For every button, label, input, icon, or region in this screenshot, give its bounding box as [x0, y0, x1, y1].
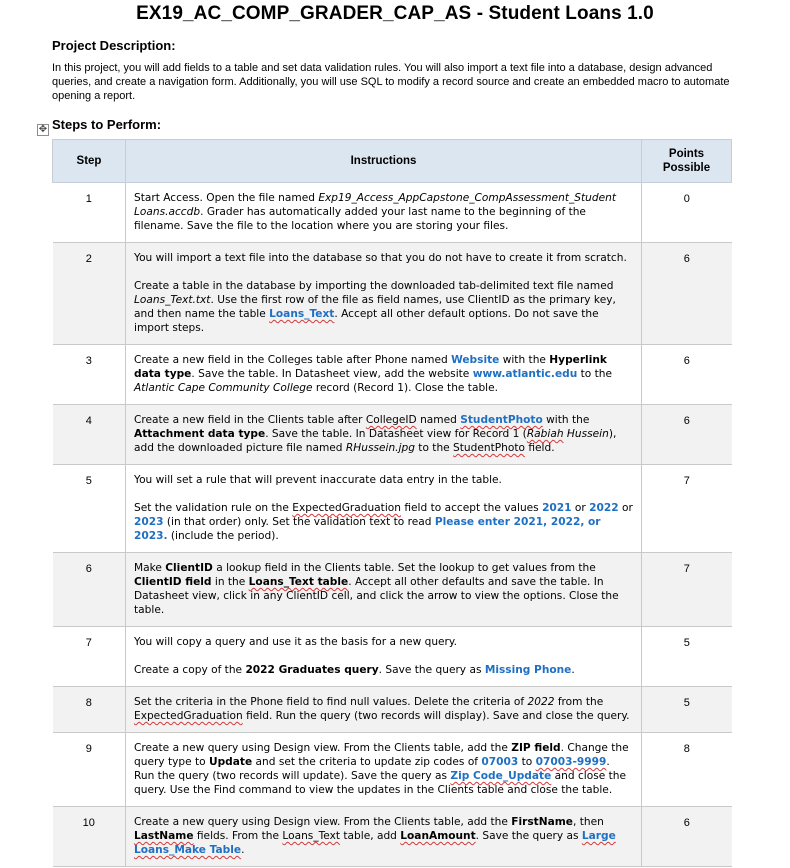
instruction-text-run: Create a copy of the: [134, 664, 246, 676]
table-row: [53, 627, 732, 687]
instruction-text-run: Large Loans_Make Table: [134, 830, 616, 856]
step-number: 2: [85, 253, 92, 265]
document-title: EX19_AC_COMP_GRADER_CAP_AS - Student Loans 1.0: [136, 3, 654, 24]
step-number: 1: [85, 193, 92, 205]
instruction-text-run: or: [618, 502, 633, 514]
instruction-text-run: ZIP field: [511, 742, 561, 754]
instruction-text-run: Zip Code_Update: [450, 770, 552, 782]
instruction-text-run: named: [416, 414, 461, 426]
instruction-text-run: LoanAmount: [400, 830, 476, 842]
table-row: [53, 405, 732, 465]
points-cell: [642, 405, 732, 465]
instruction-paragraph: [134, 695, 633, 723]
instruction-paragraph: [134, 353, 633, 395]
instruction-text-run: Set the criteria in the Phone field to find null values. Delete the criteria of: [134, 696, 528, 708]
instruction-text-run: and close the query. Use the Find command to view the updates in the Clients table and close the table.: [134, 770, 627, 796]
instruction-paragraph: [134, 815, 633, 857]
instruction-text-run: . Run the query (two records will update). Save the query as: [134, 756, 610, 782]
step-number: 3: [85, 355, 92, 367]
step-number-cell: [53, 733, 126, 807]
table-move-handle-icon[interactable]: ✥: [38, 124, 48, 135]
instructions-cell: [126, 243, 642, 345]
instruction-text-run: fields. From the: [193, 830, 283, 842]
points-cell: [642, 687, 732, 733]
instruction-text-run: Update: [208, 756, 253, 768]
step-number: 10: [82, 817, 95, 829]
project-description-text: In this project, you will add fields to a table and set data validation rules. You will also import a text file into a database, design advanced queries, and create a navigation form. Additionally, you will use SQL to modify a record source and create an embedded macro to automate opening a report.: [52, 62, 730, 102]
instruction-paragraph: [134, 279, 633, 335]
instruction-text-run: from the: [554, 696, 604, 708]
instruction-text-run: You will copy a query and use it as the basis for a new query.: [134, 636, 458, 648]
instructions-cell: [126, 465, 642, 553]
points-value: 5: [683, 637, 690, 649]
step-number-cell: [53, 405, 126, 465]
instruction-text-run: field.: [524, 442, 555, 454]
table-row: [53, 553, 732, 627]
instruction-paragraph: [134, 191, 633, 233]
table-row: [53, 733, 732, 807]
header-step: Step: [53, 140, 126, 183]
instruction-text-run: Make: [134, 562, 166, 574]
table-row: [53, 807, 732, 867]
instruction-text-run: Loans_Text: [269, 308, 335, 320]
steps-heading: Steps to Perform:: [52, 117, 162, 132]
instruction-text-run: (in that order) only. Set the validation text to read: [163, 516, 435, 528]
table-row: [53, 687, 732, 733]
instructions-cell: [126, 405, 642, 465]
instruction-text-run: . Save the query as: [475, 830, 582, 842]
table-row: [53, 183, 732, 243]
instruction-text-run: Create a new field in the Clients table after: [134, 414, 366, 426]
instruction-paragraph: [134, 561, 633, 617]
points-cell: [642, 465, 732, 553]
instruction-text-run: a lookup field in the Clients table. Set the lookup to get values from the: [212, 562, 596, 574]
instruction-text-run: or: [571, 502, 590, 514]
instruction-text-run: 07003: [481, 756, 519, 768]
instructions-cell: [126, 553, 642, 627]
points-value: 5: [683, 697, 690, 709]
project-description-heading: Project Description:: [52, 38, 176, 53]
points-value: 6: [683, 355, 690, 367]
instruction-text-run: Hyperlink data type: [134, 354, 607, 380]
instruction-text-run: ClientID: [165, 562, 213, 574]
instructions-cell: [126, 345, 642, 405]
instruction-text-run: CollegeID: [365, 414, 417, 426]
step-number-cell: [53, 243, 126, 345]
instruction-text-run: Loans_Text.txt: [134, 294, 211, 306]
instruction-paragraph: [134, 413, 633, 455]
instruction-text-run: Exp19_Access_AppCapstone_CompAssessment_Student Loans.accdb: [134, 192, 616, 218]
instruction-text-run: in the: [211, 576, 249, 588]
instruction-text-run: ClientID field: [134, 576, 212, 588]
instruction-text-run: ExpectedGraduation: [134, 710, 243, 722]
table-row: [53, 243, 732, 345]
instruction-text-run: LastName: [134, 830, 194, 842]
points-value: 7: [683, 563, 690, 575]
table-row: [53, 345, 732, 405]
instruction-paragraph: [134, 635, 633, 649]
instruction-text-run: www.atlantic.edu: [472, 368, 578, 380]
instruction-text-run: table, add: [340, 830, 401, 842]
instruction-text-run: 07003-9999: [535, 756, 607, 768]
points-value: 6: [683, 415, 690, 427]
instruction-text-run: 2022: [527, 696, 555, 708]
instruction-text-run: to the: [414, 442, 454, 454]
instruction-text-run: 2021: [542, 502, 572, 514]
step-number-cell: [53, 183, 126, 243]
instruction-text-run: Rabiah: [526, 428, 564, 440]
instruction-text-run: StudentPhoto: [453, 442, 525, 454]
step-number-cell: [53, 687, 126, 733]
instruction-paragraph: [134, 663, 633, 677]
instruction-text-run: Loans_Text: [282, 830, 341, 842]
instruction-text-run: Set the validation rule on the: [134, 502, 293, 514]
points-value: 8: [683, 743, 690, 755]
instruction-text-run: to the: [577, 368, 613, 380]
instruction-text-run: . Save the query as: [378, 664, 485, 676]
table-header-row: [53, 140, 732, 183]
instruction-text-run: .: [241, 844, 245, 856]
step-number-cell: [53, 627, 126, 687]
instruction-text-run: Hussein: [563, 428, 609, 440]
instruction-text-run: . Accept all other defaults and save the table. In Datasheet view, click in any ClientID cell, and click the arrow to view the options. Close the table.: [134, 576, 619, 616]
instruction-text-run: Create a new query using Design view. From the Clients table, add the: [134, 742, 512, 754]
instruction-text-run: RHussein.jpg: [345, 442, 415, 454]
instruction-text-run: ExpectedGraduation: [292, 502, 401, 514]
step-number: 5: [85, 475, 92, 487]
instruction-text-run: Website: [451, 354, 500, 366]
instruction-text-run: Start Access. Open the file named: [134, 192, 319, 204]
points-value: 0: [683, 193, 690, 205]
instruction-text-run: 2023: [134, 516, 164, 528]
header-points-possible: Points Possible: [642, 140, 732, 183]
points-cell: [642, 553, 732, 627]
instruction-paragraph: [134, 501, 633, 543]
instruction-paragraph: [134, 251, 633, 265]
steps-table-body: [53, 183, 732, 867]
header-instructions: Instructions: [126, 140, 642, 183]
points-cell: [642, 183, 732, 243]
instruction-text-run: .: [571, 664, 575, 676]
points-cell: [642, 733, 732, 807]
step-number-cell: [53, 807, 126, 867]
instruction-text-run: record (Record 1). Close the table.: [312, 382, 499, 394]
instruction-text-run: FirstName: [511, 816, 573, 828]
instruction-text-run: Create a new query using Design view. From the Clients table, add the: [134, 816, 512, 828]
step-number: 9: [85, 743, 92, 755]
points-cell: [642, 627, 732, 687]
instruction-text-run: Attachment data type: [134, 428, 266, 440]
instruction-text-run: with the: [499, 354, 550, 366]
instruction-text-run: . Save the table. In Datasheet view for Record 1 (: [265, 428, 527, 440]
instruction-text-run: field to accept the values: [400, 502, 543, 514]
instructions-cell: [126, 627, 642, 687]
step-number-cell: [53, 345, 126, 405]
instruction-text-run: to: [518, 756, 536, 768]
instruction-text-run: . Use the first row of the file as field names, use ClientID as the primary key, and then name the table: [134, 294, 616, 320]
instruction-text-run: ), add the downloaded picture file named: [134, 428, 617, 454]
table-row: [53, 465, 732, 553]
instruction-text-run: . Grader has automatically added your last name to the beginning of the filename. Save the file to the location where you are storing your files.: [134, 206, 586, 232]
instruction-text-run: You will import a text file into the database so that you do not have to create it from scratch.: [134, 252, 627, 264]
instruction-text-run: (include the period).: [167, 530, 279, 542]
instruction-text-run: Atlantic Cape Community College: [134, 382, 313, 394]
step-number-cell: [53, 465, 126, 553]
instruction-text-run: Create a new field in the Colleges table after Phone named: [134, 354, 452, 366]
instruction-text-run: and set the criteria to update zip codes of: [252, 756, 482, 768]
instruction-text-run: Loans_Text table: [248, 576, 349, 588]
points-cell: [642, 345, 732, 405]
points-value: 7: [683, 475, 690, 487]
instruction-text-run: , then: [572, 816, 604, 828]
instruction-text-run: 2022 Graduates query: [245, 664, 379, 676]
instruction-text-run: . Save the table. In Datasheet view, add the website: [191, 368, 473, 380]
points-cell: [642, 243, 732, 345]
instruction-text-run: Missing Phone: [484, 664, 572, 676]
instruction-paragraph: [134, 741, 633, 797]
points-value: 6: [683, 817, 690, 829]
instructions-cell: [126, 687, 642, 733]
instruction-text-run: . Change the query type to: [134, 742, 629, 768]
instruction-text-run: You will set a rule that will prevent inaccurate data entry in the table.: [134, 474, 502, 486]
instruction-text-run: 2022: [589, 502, 619, 514]
step-number: 8: [85, 697, 92, 709]
instructions-cell: [126, 733, 642, 807]
step-number: 6: [85, 563, 92, 575]
instructions-cell: [126, 807, 642, 867]
instruction-text-run: Create a table in the database by importing the downloaded tab-delimited text file named: [134, 280, 614, 292]
points-value: 6: [683, 253, 690, 265]
points-cell: [642, 807, 732, 867]
instruction-text-run: . Accept all other default options. Do not save the import steps.: [134, 308, 599, 334]
step-number: 4: [85, 415, 92, 427]
instruction-text-run: StudentPhoto: [460, 414, 543, 426]
steps-table: [52, 139, 732, 867]
instruction-text-run: with the: [542, 414, 590, 426]
instructions-cell: [126, 183, 642, 243]
instruction-paragraph: [134, 473, 633, 487]
step-number: 7: [85, 637, 92, 649]
step-number-cell: [53, 553, 126, 627]
instruction-text-run: Please enter 2021, 2022, or 2023.: [134, 516, 601, 542]
instruction-text-run: field. Run the query (two records will display). Save and close the query.: [242, 710, 630, 722]
